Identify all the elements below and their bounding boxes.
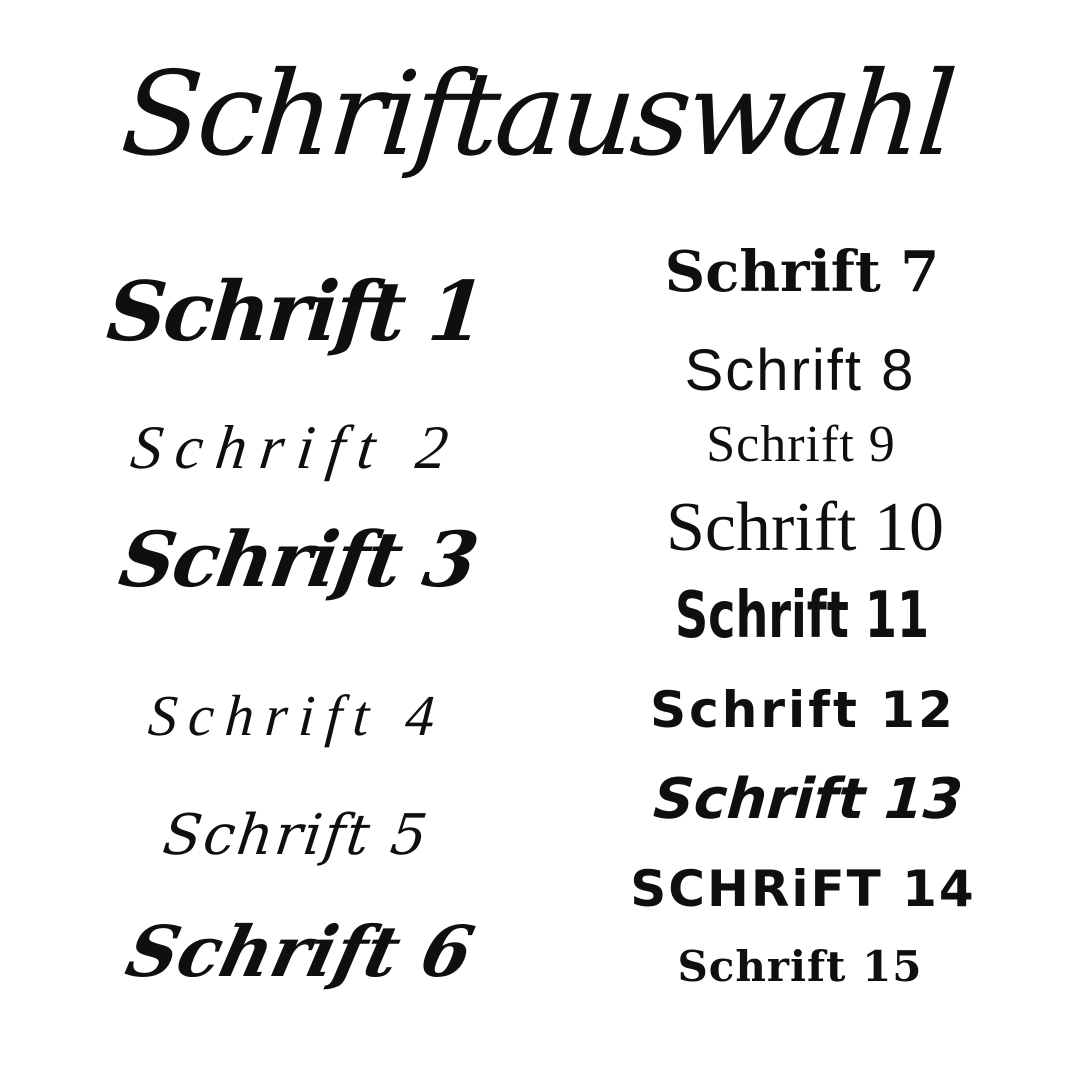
- font-sample-schrift-12: Schrift 12: [650, 681, 956, 739]
- font-sample-schrift-7: Schrift 7: [664, 239, 940, 305]
- font-sample-schrift-1: Schrift 1: [103, 264, 487, 360]
- font-sample-schrift-5: Schrift 5: [159, 803, 433, 868]
- font-sample-schrift-11: Schrift 11: [674, 579, 930, 653]
- font-sample-schrift-3: Schrift 3: [113, 515, 483, 604]
- font-sample-schrift-8: Schrift 8: [684, 338, 916, 403]
- page-title: Schriftauswahl: [116, 47, 958, 182]
- font-sample-schrift-2: Schrift 2: [127, 414, 465, 482]
- font-sample-schrift-4: Schrift 4: [146, 683, 448, 748]
- font-sample-schrift-9: Schrift 9: [706, 416, 896, 473]
- font-sample-schrift-10: Schrift 10: [665, 489, 945, 566]
- font-sample-schrift-13: Schrift 13: [651, 767, 965, 832]
- font-sample-schrift-6: Schrift 6: [119, 910, 482, 993]
- font-sample-schrift-14: SCHRiFT 14: [630, 860, 976, 918]
- font-sample-schrift-15: Schrift 15: [677, 942, 923, 991]
